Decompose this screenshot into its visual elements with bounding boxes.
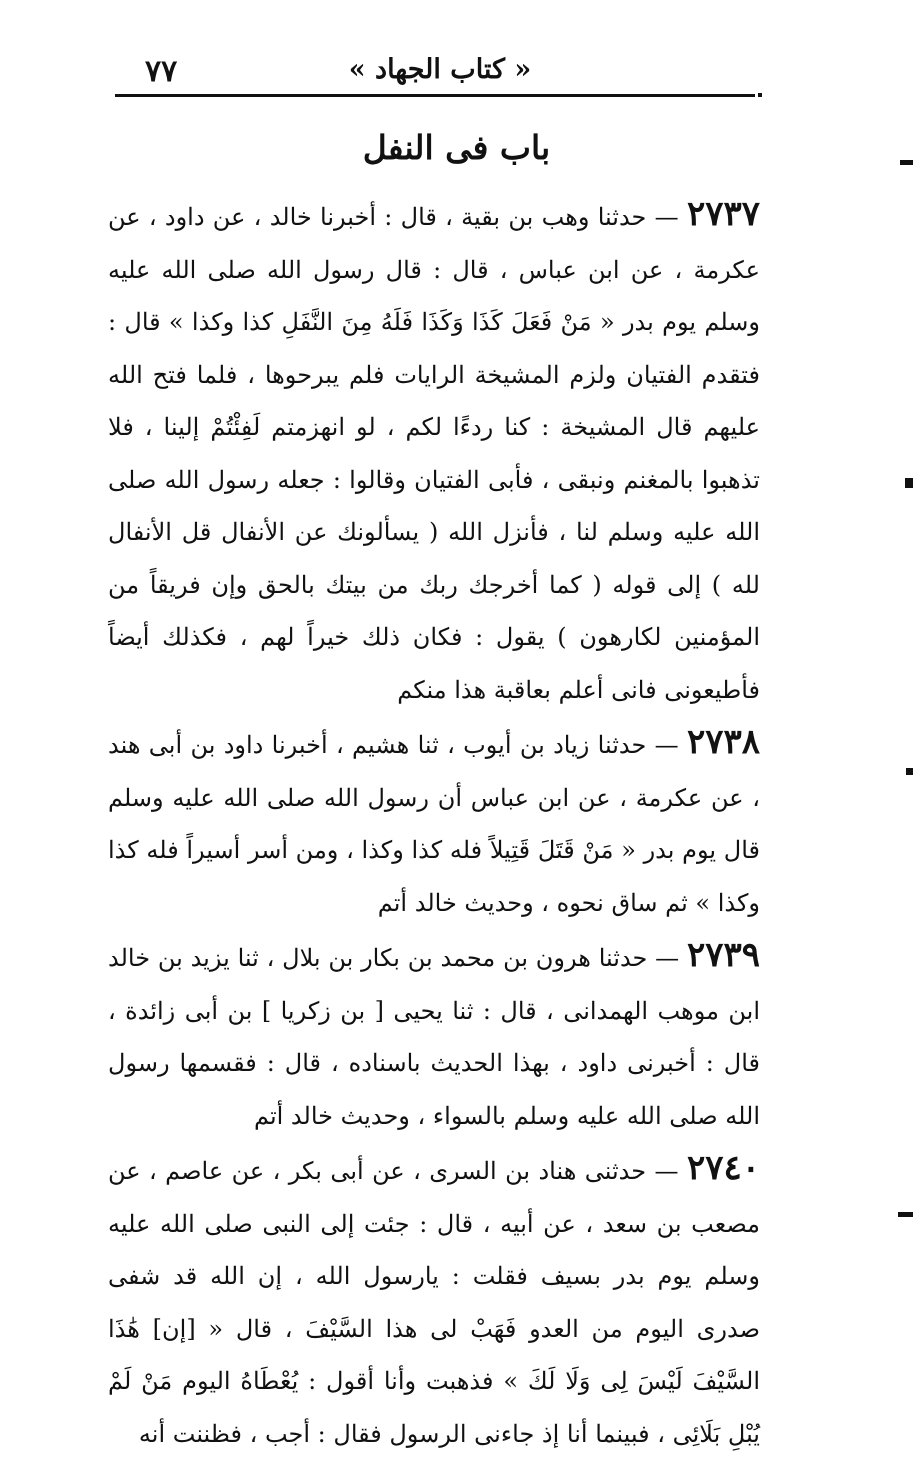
hadith-text: — حدثنا هرون بن محمد بن بكار بن بلال ، ثنا يزيد بن خالد ابن موهب الهمدانى ، قال : ثنا يحيى [ بن زكريا ] بن أبى زائدة ، قال : أخبرنى داود ، بهذا الحديث باسناده ، قال : فقسمها رسول الله صلى الله عليه وسلم بالسواء ، وحديث خالد أتم: [108, 944, 760, 1130]
header-rule: [115, 94, 755, 97]
hadith-text: — حدثنا زياد بن أيوب ، ثنا هشيم ، أخبرنا داود بن أبى هند ، عن عكرمة ، عن ابن عباس أن رسول الله صلى الله عليه وسلم قال يوم بدر « مَنْ قَتَلَ قَتِيلاً فله كذا وكذا ، ومن أسر أسيراً فله كذا وكذا » ثم ساق نحوه ، وحديث خالد أتم: [108, 731, 760, 917]
hadith-entry: [108, 1142, 760, 1460]
hadith-entry: [108, 188, 760, 716]
hadith-number: ٢٧٤٠: [686, 1148, 760, 1188]
hadith-entry: [108, 929, 760, 1142]
margin-mark: [906, 768, 913, 775]
margin-mark: [898, 1212, 913, 1217]
running-title: « كتاب الجهاد »: [348, 54, 532, 85]
hadith-number: ٢٧٣٨: [686, 722, 760, 762]
margin-mark: [900, 160, 913, 165]
hadith-entry: [108, 716, 760, 929]
rule-dot: [758, 93, 762, 97]
margin-mark: [905, 478, 913, 488]
hadith-text: — حدثنا وهب بن بقية ، قال : أخبرنا خالد ، عن داود ، عن عكرمة ، عن ابن عباس ، قال : قال رسول الله صلى الله عليه وسلم يوم بدر « مَنْ فَعَلَ كَذَا وَكَذَا فَلَهُ مِنَ النَّفَلِ كذا وكذا » قال : فتقدم الفتيان ولزم المشيخة الرايات فلم يبرحوها ، فلما فتح الله عليهم قال المشيخة : كنا ردءًا لكم ، لو انهزمتم لَفِئْتُمْ إلينا ، فلا تذهبوا بالمغنم ونبقى ، فأبى الفتيان وقالوا : جعله رسول الله صلى الله عليه وسلم لنا ، فأنزل الله ( يسألونك عن الأنفال قل الأنفال لله ) إلى قوله ( كما أخرجك ربك من بيتك بالحق وإن فريقاً من المؤمنين لكارهون ) يقول : فكان ذلك خيراً لهم ، فكذلك أيضاً فأطيعونى فانى أعلم بعاقبة هذا منكم: [108, 203, 760, 704]
body-text: [108, 188, 760, 1460]
page-header: [115, 52, 765, 92]
chapter-title: باب فى النفل: [362, 128, 551, 167]
hadith-number: ٢٧٣٧: [686, 194, 760, 234]
page-number: ٧٧: [145, 54, 178, 89]
hadith-text: — حدثنى هناد بن السرى ، عن أبى بكر ، عن عاصم ، عن مصعب بن سعد ، عن أبيه ، قال : جئت إلى النبى صلى الله عليه وسلم يوم بدر بسيف فقلت : يارسول الله ، إن الله قد شفى صدرى اليوم من العدو فَهَبْ لى هذا السَّيْفَ ، قال « [إن] هَٰذَا السَّيْفَ لَيْسَ لِى وَلَا لَكَ » فذهبت وأنا أقول : يُعْطَاهُ اليوم مَنْ لَمْ يُبْلِ بَلَائِى ، فبينما أنا إذ جاءنى الرسول فقال : أجب ، فظننت أنه: [108, 1157, 760, 1448]
hadith-number: ٢٧٣٩: [686, 935, 760, 975]
